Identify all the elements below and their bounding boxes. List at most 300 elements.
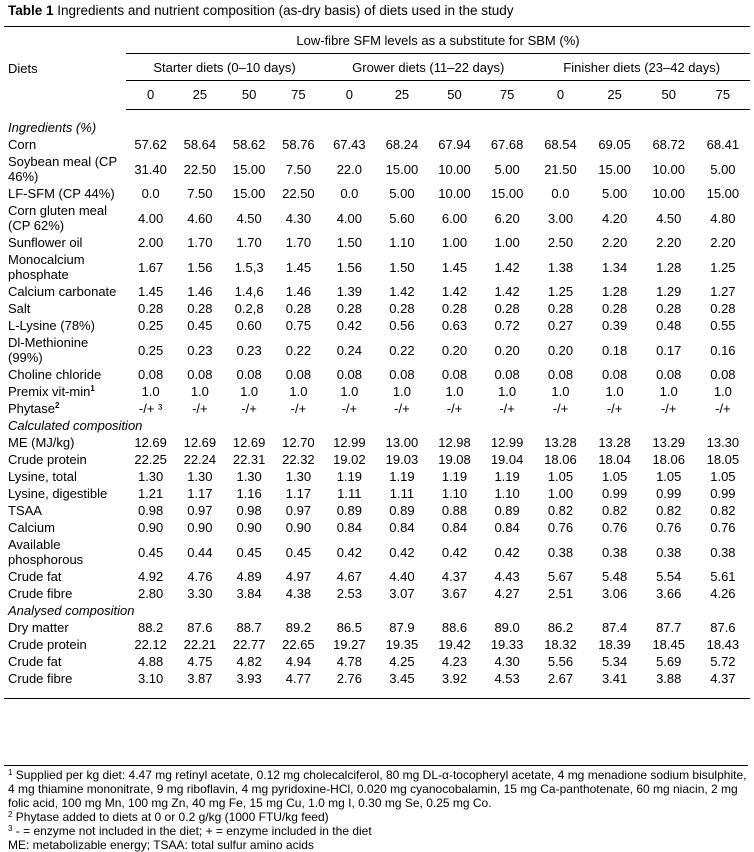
value-cell: 1.27 xyxy=(710,284,736,299)
value-cell: 0.97 xyxy=(187,503,213,518)
value-cell: 5.69 xyxy=(656,654,682,669)
value-cell: 0.42 xyxy=(336,318,362,333)
value-cell: 67.43 xyxy=(333,137,366,152)
row-label xyxy=(4,153,126,185)
row-label-text: Calcium xyxy=(8,520,55,535)
value-cell: 0.82 xyxy=(601,503,628,518)
value-cell: 0.99 xyxy=(710,486,736,501)
table-number: Table 1 xyxy=(8,3,54,18)
value-cell: 1.45 xyxy=(441,259,468,275)
value-cell: 1.56 xyxy=(336,259,362,275)
value-cell: 21.50 xyxy=(544,161,577,177)
value-cell: -/+ xyxy=(192,401,208,416)
value-cell: 19.08 xyxy=(438,452,471,467)
value-cell: 1.28 xyxy=(656,259,682,275)
value-cell: 0.08 xyxy=(601,367,628,382)
value-cell: 1.29 xyxy=(656,284,682,299)
value-cell: 3.30 xyxy=(187,586,213,601)
footnote-marker: 2 xyxy=(54,401,60,410)
value-cell: 18.04 xyxy=(598,452,631,467)
value-cell: 15.00 xyxy=(706,186,740,201)
value-cell: 0.42 xyxy=(336,544,362,560)
value-cell: -/+ xyxy=(499,401,515,416)
value-cell: 68.41 xyxy=(706,137,740,152)
row-label xyxy=(4,300,126,317)
value-cell: 18.06 xyxy=(544,452,577,467)
value-cell: 87.9 xyxy=(389,620,415,635)
value-cell: 0.28 xyxy=(710,301,736,316)
value-cell: 0.28 xyxy=(494,301,520,316)
value-cell: 5.60 xyxy=(389,210,415,226)
row-label xyxy=(4,585,126,602)
footnote xyxy=(4,765,748,810)
value-cell: -/+ xyxy=(606,401,623,416)
value-cell: 0.84 xyxy=(494,520,520,535)
value-cell: 10.00 xyxy=(652,186,685,201)
value-cell: 1.0 xyxy=(659,384,678,399)
value-cell: 2.76 xyxy=(323,670,376,699)
row-label xyxy=(4,383,126,400)
group-header-grower: Grower diets (11–22 days) xyxy=(323,54,533,81)
value-cell: 6.00 xyxy=(441,210,468,226)
value-cell: 1.50 xyxy=(389,259,415,275)
value-cell: 1.0 xyxy=(551,384,570,399)
value-cell: 0.28 xyxy=(285,301,312,316)
row-label-text: Calcium carbonate xyxy=(8,284,117,299)
value-cell: 1.0 xyxy=(190,384,209,399)
value-cell: 0.42 xyxy=(494,544,520,560)
value-cell: 0.08 xyxy=(656,367,682,382)
value-cell: 22.77 xyxy=(232,637,266,652)
value-cell: -/+ xyxy=(241,401,257,416)
row-label-text: Crude protein xyxy=(8,637,87,652)
value-cell: 0.25 xyxy=(137,318,164,333)
value-cell: 4.37 xyxy=(696,670,750,699)
table-title xyxy=(8,3,514,18)
value-cell: 86.2 xyxy=(547,620,574,635)
value-cell: 67.68 xyxy=(490,137,524,152)
value-cell: 4.92 xyxy=(137,569,164,584)
value-cell: 15.00 xyxy=(598,161,631,177)
value-cell: 58.62 xyxy=(232,137,266,152)
value-cell: 1.19 xyxy=(336,469,362,484)
section-title: Calculated composition xyxy=(8,418,143,433)
value-cell: 3.06 xyxy=(601,586,628,601)
value-cell: 1.17 xyxy=(285,486,312,501)
value-cell: 0.16 xyxy=(710,342,736,358)
row-label xyxy=(4,468,126,485)
row-label xyxy=(4,251,126,283)
value-cell: 58.64 xyxy=(183,137,217,152)
value-cell: 3.67 xyxy=(441,586,468,601)
value-cell: 5.00 xyxy=(389,186,415,201)
value-cell: 0.28 xyxy=(656,301,682,316)
value-cell: 68.72 xyxy=(652,137,685,152)
value-cell: -/+ xyxy=(715,401,731,416)
value-cell: 87.4 xyxy=(601,620,628,635)
row-label-text: ME (MJ/kg) xyxy=(8,435,75,450)
value-cell: 0.28 xyxy=(441,301,468,316)
value-cell: 1.70 xyxy=(187,235,213,250)
row-label-text: Phytase xyxy=(8,401,55,416)
level-header: 75 xyxy=(696,81,750,110)
value-cell: 1.17 xyxy=(187,486,213,501)
footnotes xyxy=(8,765,748,852)
table-row xyxy=(4,568,750,585)
value-cell: 0.23 xyxy=(187,342,213,358)
value-cell: 19.33 xyxy=(490,637,524,652)
value-cell: 0.82 xyxy=(547,503,574,518)
value-cell: 10.00 xyxy=(438,186,471,201)
value-cell: 0.23 xyxy=(236,342,262,358)
value-cell: 0.08 xyxy=(236,367,262,382)
value-cell: 1.5,3 xyxy=(234,259,264,275)
footnote-number: 3 xyxy=(8,824,13,833)
row-label xyxy=(4,185,126,202)
value-cell: 0.38 xyxy=(547,544,574,560)
value-cell: -/+ xyxy=(341,401,358,416)
table-row xyxy=(4,519,750,536)
row-label-text: Premix vit-min xyxy=(8,384,91,399)
value-cell: 18.45 xyxy=(652,637,685,652)
footnote-text: Supplied per kg diet: 4.47 mg retinyl acetate, 0.12 mg cholecalciferol, 80 mg DL-α-tocopheryl acetate, 4 mg menadione sodium bisulphite, 4 mg thiamine mononitrate, 9 mg riboflavin, 4 mg pyridoxine-HCl, 0.020 mg cyanocobalamin, 15 mg Ca-panthotenate, 60 mg niacin, 2 mg folic acid, 100 mg Mn, 100 mg Zn, 40 mg Fe, 15 mg Cu, 1.0 mg I, 0.30 mg Se, 0.25 mg Co. xyxy=(8,768,747,810)
value-cell: 88.6 xyxy=(441,620,468,635)
value-cell: 0.0 xyxy=(141,186,160,201)
value-cell: 3.45 xyxy=(376,670,429,699)
level-header: 0 xyxy=(126,81,175,110)
value-cell: 1.45 xyxy=(137,284,164,299)
row-label xyxy=(4,202,126,234)
value-cell: 1.0 xyxy=(498,384,517,399)
value-cell: 4.20 xyxy=(601,210,628,226)
value-cell: 2.50 xyxy=(547,235,574,250)
row-label xyxy=(4,283,126,300)
row-label-text: Corn xyxy=(8,137,37,152)
value-cell: 0.90 xyxy=(236,520,262,535)
value-cell: 0.0 xyxy=(340,186,359,201)
row-label-text: LF-SFM (CP 44%) xyxy=(8,186,115,201)
diet-composition-table xyxy=(4,26,750,699)
value-cell: 1.42 xyxy=(494,284,520,299)
value-cell: 3.00 xyxy=(547,210,574,226)
value-cell: 18.39 xyxy=(598,637,631,652)
table-row xyxy=(4,619,750,636)
value-cell: 7.50 xyxy=(285,161,312,177)
value-cell: 0.08 xyxy=(137,367,164,382)
group-header-finisher: Finisher diets (23–42 days) xyxy=(533,54,750,81)
section-header-row xyxy=(4,417,750,434)
value-cell: 4.50 xyxy=(656,210,682,226)
level-header: 0 xyxy=(533,81,587,110)
level-header: 25 xyxy=(175,81,224,110)
value-cell: 0.82 xyxy=(656,503,682,518)
value-cell: 3.93 xyxy=(225,670,274,699)
row-label xyxy=(4,136,126,153)
row-label xyxy=(4,317,126,334)
value-cell: 1.05 xyxy=(656,469,682,484)
table-row xyxy=(4,468,750,485)
value-cell: 1.00 xyxy=(547,486,574,501)
value-cell: 18.06 xyxy=(652,452,685,467)
value-cell: 22.32 xyxy=(282,452,315,467)
value-cell: 0.28 xyxy=(137,301,164,316)
value-cell: 2.51 xyxy=(547,586,574,601)
value-cell: 1.0 xyxy=(141,384,160,399)
value-cell: 13.00 xyxy=(385,435,419,450)
value-cell: 4.82 xyxy=(236,654,262,669)
value-cell: 1.30 xyxy=(137,469,164,484)
value-cell: 4.00 xyxy=(336,210,362,226)
value-cell: 0.75 xyxy=(285,318,312,333)
value-cell: 22.25 xyxy=(134,452,167,467)
value-cell: 4.38 xyxy=(285,586,312,601)
value-cell: 2.53 xyxy=(336,586,362,601)
value-cell: 18.32 xyxy=(544,637,577,652)
value-cell: 0.42 xyxy=(389,544,415,560)
value-cell: 22.50 xyxy=(282,186,315,201)
table-row xyxy=(4,234,750,251)
value-cell: 0.48 xyxy=(656,318,682,333)
value-cell: 0.08 xyxy=(285,367,312,382)
value-cell: 13.29 xyxy=(652,435,685,450)
value-cell: 1.10 xyxy=(494,486,520,501)
value-cell: 1.30 xyxy=(285,469,312,484)
row-label xyxy=(4,670,126,699)
value-cell: 22.0 xyxy=(336,161,362,177)
value-cell: 5.00 xyxy=(494,161,520,177)
value-cell: 68.54 xyxy=(544,137,577,152)
footnote-text: Phytase added to diets at 0 or 0.2 g/kg (1000 FTU/kg feed) xyxy=(12,810,329,824)
value-cell: 15.00 xyxy=(232,161,266,177)
value-cell: 0.84 xyxy=(389,520,415,535)
value-cell: 1.67 xyxy=(137,259,164,275)
value-cell: 1.50 xyxy=(336,235,362,250)
value-cell: 5.72 xyxy=(710,654,736,669)
table-row xyxy=(4,383,750,400)
footnote-text: ME: metabolizable energy; TSAA: total sulfur amino acids xyxy=(8,838,314,852)
row-label xyxy=(4,434,126,451)
value-cell: 0.89 xyxy=(336,503,362,518)
row-label-text: Crude fibre xyxy=(8,671,73,686)
value-cell: 4.37 xyxy=(441,569,468,584)
row-label xyxy=(4,485,126,502)
value-cell: 1.0 xyxy=(605,384,624,399)
level-header: 50 xyxy=(225,81,274,110)
section-header-row xyxy=(4,602,750,619)
row-label xyxy=(4,334,126,366)
value-cell: 12.69 xyxy=(183,435,217,450)
value-cell: 10.00 xyxy=(438,161,471,177)
row-label xyxy=(4,519,126,536)
value-cell: 1.10 xyxy=(441,486,468,501)
table-row xyxy=(4,366,750,383)
value-cell: 1.45 xyxy=(285,259,312,275)
value-cell: 0.76 xyxy=(601,520,628,535)
value-cell: 0.25 xyxy=(137,342,164,358)
value-cell: 19.35 xyxy=(385,637,419,652)
value-cell: 18.43 xyxy=(706,637,740,652)
value-cell: 1.56 xyxy=(187,259,213,275)
value-cell: 89.2 xyxy=(285,620,312,635)
value-cell: -/+ xyxy=(660,401,677,416)
table-row xyxy=(4,153,750,185)
row-label-text: Lysine, digestible xyxy=(8,486,108,501)
row-label-text: Crude fat xyxy=(8,569,62,584)
value-cell: 18.05 xyxy=(706,452,740,467)
value-cell: 88.2 xyxy=(137,620,164,635)
value-cell: 22.65 xyxy=(282,637,315,652)
value-cell: 0.99 xyxy=(656,486,682,501)
value-cell: 0.45 xyxy=(285,544,312,560)
row-label-text: Dl-Methionine (99%) xyxy=(8,335,89,365)
value-cell: 6.20 xyxy=(494,210,520,226)
footnote xyxy=(8,824,748,838)
value-cell: 4.75 xyxy=(187,654,213,669)
value-cell: 0.08 xyxy=(547,367,574,382)
table-row xyxy=(4,251,750,283)
value-cell: 87.6 xyxy=(710,620,736,635)
value-cell: 0.28 xyxy=(336,301,362,316)
value-cell: 0.28 xyxy=(389,301,415,316)
section-header-row xyxy=(4,110,750,137)
row-label-text: Sunflower oil xyxy=(8,235,83,250)
value-cell: 0.45 xyxy=(236,544,262,560)
value-cell: 4.43 xyxy=(494,569,520,584)
value-cell: 88.7 xyxy=(236,620,262,635)
value-cell: 4.78 xyxy=(336,654,362,669)
value-cell: 5.67 xyxy=(547,569,574,584)
value-cell: 4.40 xyxy=(389,569,415,584)
value-cell: 4.88 xyxy=(137,654,164,669)
value-cell: -/+ xyxy=(394,401,410,416)
value-cell: 68.24 xyxy=(385,137,419,152)
diets-header: Diets xyxy=(8,61,38,77)
value-cell: 1.39 xyxy=(336,284,362,299)
value-cell: 0.20 xyxy=(547,342,574,358)
value-cell: 4.89 xyxy=(236,569,262,584)
value-cell: 5.34 xyxy=(601,654,628,669)
value-cell: 1.19 xyxy=(389,469,415,484)
value-cell: 1.0 xyxy=(445,384,464,399)
value-cell: 1.42 xyxy=(441,284,468,299)
value-cell: 5.00 xyxy=(710,161,736,177)
value-cell: 0.08 xyxy=(441,367,468,382)
value-cell: 1.0 xyxy=(340,384,359,399)
value-cell: 0.38 xyxy=(656,544,682,560)
value-cell: 4.60 xyxy=(187,210,213,226)
value-cell: 19.42 xyxy=(438,637,471,652)
spanner-header: Low-fibre SFM levels as a substitute for SBM (%) xyxy=(126,27,750,54)
footnote-number: 1 xyxy=(8,768,13,777)
table-body xyxy=(4,110,750,699)
value-cell: 0.84 xyxy=(441,520,468,535)
table-row xyxy=(4,300,750,317)
row-label xyxy=(4,619,126,636)
table-row xyxy=(4,400,750,417)
value-cell: 86.5 xyxy=(336,620,362,635)
value-cell: 0.45 xyxy=(137,544,164,560)
row-label xyxy=(4,234,126,251)
value-cell: 3.84 xyxy=(236,586,262,601)
row-label-text: Crude protein xyxy=(8,452,87,467)
value-cell: 3.88 xyxy=(642,670,696,699)
value-cell: 0.08 xyxy=(494,367,520,382)
row-label-text: Dry matter xyxy=(8,620,69,635)
value-cell: 4.00 xyxy=(137,210,164,226)
value-cell: 0.08 xyxy=(336,367,362,382)
value-cell: 5.48 xyxy=(601,569,628,584)
value-cell: 4.27 xyxy=(494,586,520,601)
footnote-number: 2 xyxy=(8,810,13,819)
value-cell: 1.00 xyxy=(494,235,520,250)
value-cell: -/+ xyxy=(446,401,463,416)
value-cell: 2.20 xyxy=(656,235,682,250)
value-cell: 1.0 xyxy=(392,384,411,399)
value-cell: 0.24 xyxy=(336,342,362,358)
value-cell: 1.25 xyxy=(710,259,736,275)
level-header: 75 xyxy=(274,81,323,110)
row-label-text: Crude fat xyxy=(8,654,62,669)
value-cell: 1.21 xyxy=(137,486,164,501)
table-row xyxy=(4,185,750,202)
value-cell: 0.60 xyxy=(236,318,262,333)
table-caption: Ingredients and nutrient composition (as-dry basis) of diets used in the study xyxy=(53,3,514,18)
value-cell: 0.88 xyxy=(441,503,468,518)
value-cell: 1.30 xyxy=(236,469,262,484)
value-cell: 1.34 xyxy=(601,259,628,275)
value-cell: 12.99 xyxy=(490,435,524,450)
value-cell: 57.62 xyxy=(134,137,167,152)
value-cell: 12.69 xyxy=(134,435,167,450)
table-row xyxy=(4,317,750,334)
value-cell: 4.30 xyxy=(285,210,312,226)
value-cell: 15.00 xyxy=(490,186,524,201)
value-cell: 1.05 xyxy=(601,469,628,484)
footnote-marker: 1 xyxy=(90,384,95,393)
value-cell: 4.25 xyxy=(389,654,415,669)
table-row xyxy=(4,136,750,153)
value-cell: 4.94 xyxy=(285,654,312,669)
value-cell: 19.04 xyxy=(490,452,524,467)
value-cell: 0.90 xyxy=(187,520,213,535)
value-cell: 0.38 xyxy=(710,544,736,560)
value-cell: 12.69 xyxy=(232,435,266,450)
value-cell: -/+ xyxy=(290,401,307,416)
value-cell: 4.97 xyxy=(285,569,312,584)
value-cell: 1.19 xyxy=(494,469,520,484)
value-cell: 5.54 xyxy=(656,569,682,584)
value-cell: 3.10 xyxy=(126,670,175,699)
value-cell: 0.20 xyxy=(494,342,520,358)
value-cell: 4.76 xyxy=(187,569,213,584)
value-cell: 0.97 xyxy=(285,503,312,518)
value-cell: 0.28 xyxy=(547,301,574,316)
value-cell: 0.76 xyxy=(656,520,682,535)
value-cell: 4.53 xyxy=(481,670,534,699)
row-label-text: Available phosphorous xyxy=(8,537,84,567)
value-cell: 0.08 xyxy=(187,367,213,382)
value-cell: 4.50 xyxy=(236,210,262,226)
row-label-text: L-Lysine (78%) xyxy=(8,318,95,333)
value-cell: 0.28 xyxy=(187,301,213,316)
value-cell: 3.66 xyxy=(656,586,682,601)
table-row xyxy=(4,283,750,300)
value-cell: 1.11 xyxy=(337,486,362,501)
value-cell: 1.28 xyxy=(601,284,628,299)
row-label-text: Monocalcium phosphate xyxy=(8,252,85,282)
row-label xyxy=(4,366,126,383)
value-cell: 1.30 xyxy=(187,469,213,484)
